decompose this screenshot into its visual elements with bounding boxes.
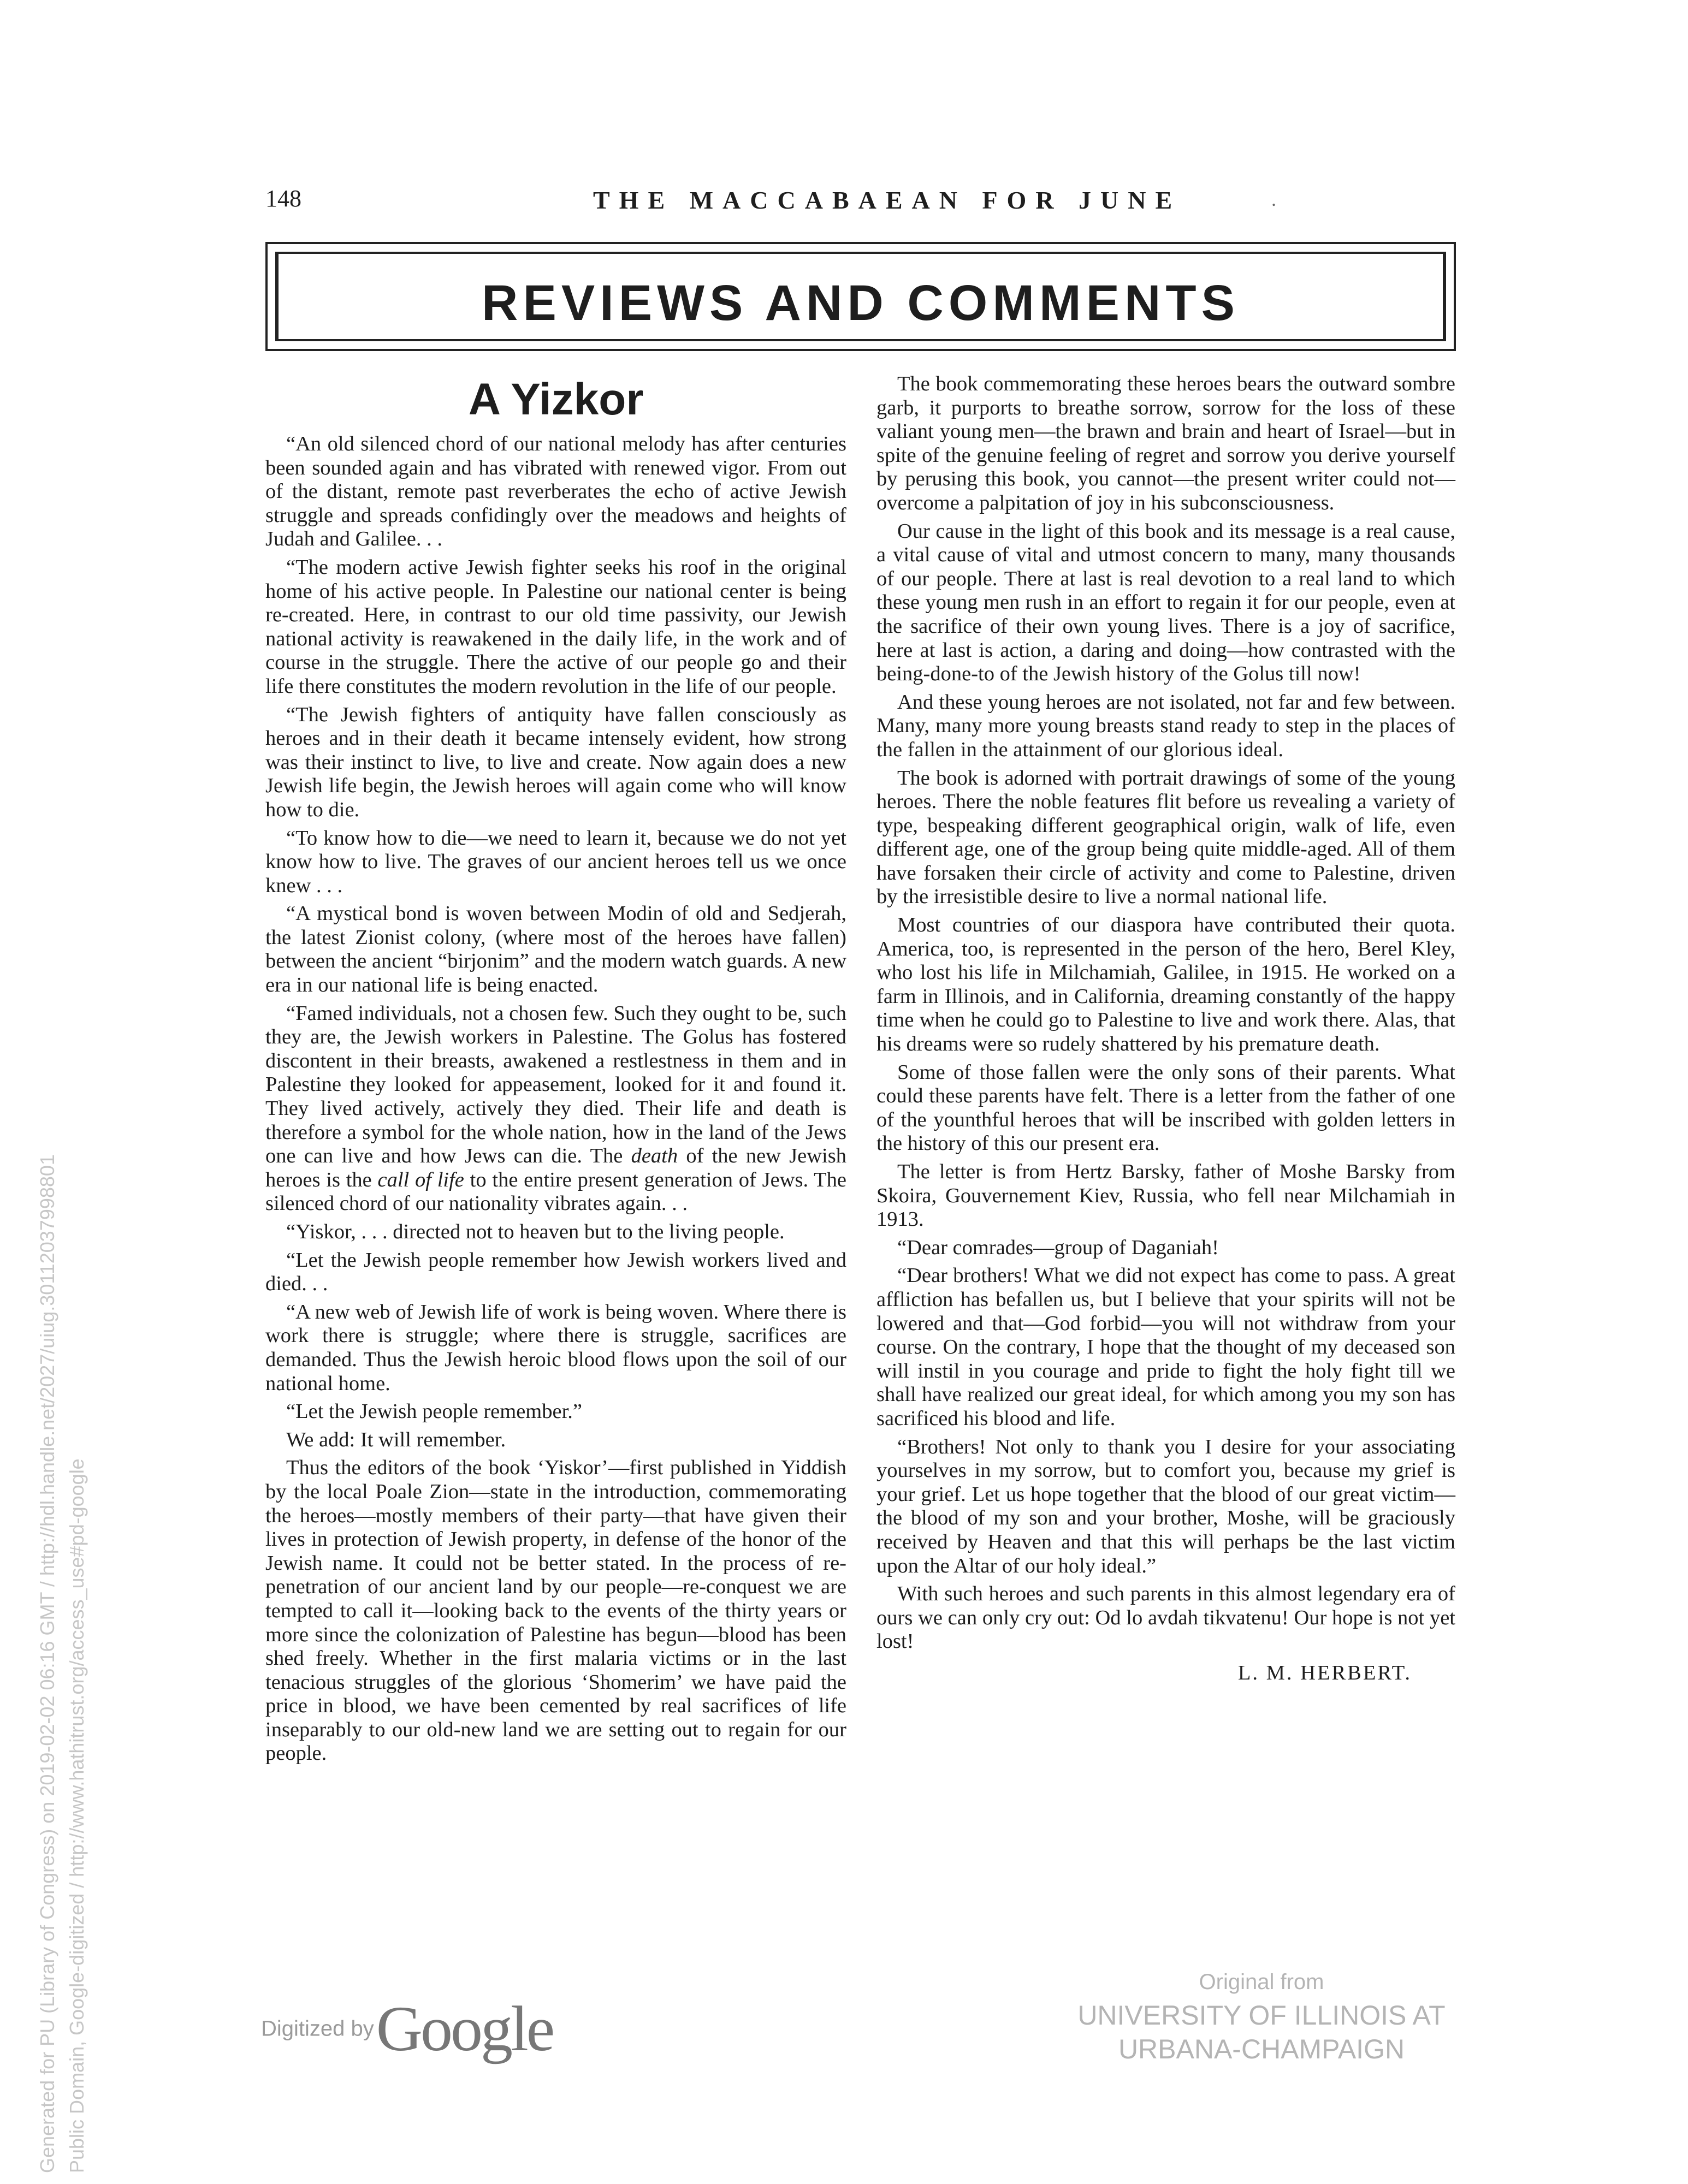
left-column [265,372,846,1770]
sidebar-line: Public Domain, Google-digitized / http://www.hathitrust.org/access_use#pd-google [66,1458,88,2173]
text-run: “Famed individuals, not a chosen few. Such they ought to be, such they are, the Jewish workers in Palestine. The Golus has fostered discontent in their breasts, awakened a restlestness in them and in Palestine they looked for appeasement, looked for it and found it. They lived actively, actively they died. Their life and death is therefore a symbol for the whole nation, how in the land of the Jews one can live and how Jews can die. The [265,1001,846,1168]
hathitrust-sidebar-watermark [33,753,92,2173]
paragraph: We add: It will remember. [286,1428,506,1451]
institution-location: URBANA-CHAMPAIGN [1118,2034,1405,2064]
right-column [876,372,1455,1685]
paragraph: “Let the Jewish people remember.” [286,1400,582,1423]
original-from-watermark [1049,1966,1474,2066]
paragraph: The book is adorned with portrait drawings of some of the young heroes. There the noble features flit before us revealing a variety of type, bespeaking different geographical origin, walk of life, even different age, one of the group being quite middle-aged. All of them have forsaken their circle of activity and come to Palestine, driven by the irresistible desire to live a normal national life. [876,766,1455,909]
paragraph: Our cause in the light of this book and its message is a real cause, a vital cause of vital and utmost concern to many, many thousands of our people. There at last is real devotion to a real land to which these young men rush in an effort to regain it for our people, even at the sacrifice of their own young lives. There is a joy of sacrifice, here at last is action, a daring and doing—how contrasted with the being-done-to of the Jewish history of the Golus till now! [876,519,1455,686]
section-title: REVIEWS AND COMMENTS [482,275,1240,331]
paragraph: “The modern active Jewish fighter seeks his roof in the original home of his active people. In Palestine our national center is being re-created. Here, in contrast to our old time passivity, our Jewish national activity is reawakened in the daily life, in the work and of course in the struggle. There the active of our people go and their life there constitutes the modern revolution in the life of our people. [265,555,846,698]
digitized-by-watermark [261,1992,553,2064]
paragraph: “An old silenced chord of our national melody has after centuries been sounded again and has vibrated with renewed vigor. From out of the distant, remote past reverberates the echo of active Jewish struggle and spreads confidingly over the meadows and heights of Judah and Galilee. . . [265,432,846,551]
author-signature: L. M. HERBERT. [1237,1661,1412,1684]
paragraph: With such heroes and such parents in this almost legendary era of ours we can only cry out: Od lo avdah tikvatenu! Our hope is not yet lost! [876,1582,1455,1653]
paragraph: Some of those fallen were the only sons of their parents. What could these parents have felt. There is a letter from the father of one of the younthful heroes that will be inscribed with golden letters in the history of this our present era. [876,1060,1455,1155]
paragraph: The letter is from Hertz Barsky, father of Moshe Barsky from Skoira, Gouvernement Kiev, Russia, who fell near Milchamiah in 1913. [876,1160,1455,1231]
text-run: to the [464,1168,518,1191]
digitized-by-label: Digitized by [261,2016,374,2041]
article-title: A Yizkor [468,375,644,424]
running-title: THE MACCABAEAN FOR JUNE [593,186,1182,214]
paragraph: “Dear comrades—group of Daganiah! [897,1236,1219,1259]
paragraph-with-italics [265,1002,846,1216]
paragraph: The book commemorating these heroes bears the outward sombre garb, it purports to breathe sorrow, sorrow for the loss of these valiant young men—the brawn and brain and heart of Israel—but in spite of the genuine feeling of regret and sorrow you derive yourself by perusing this book, you cannot—the present writer could not—overcome a palpitation of joy in his subconsciousness. [876,372,1455,514]
paragraph: And these young heroes are not isolated, not far and few between. Many, many more young breasts stand ready to step in the places of the fallen in the attainment of our glorious ideal. [876,690,1455,761]
paragraph: “A mystical bond is woven between Modin of old and Sedjerah, the latest Zionist colony, (where most of the heroes have fallen) between the ancient “birjonim” and the modern watch guards. A new era in our national life is being enacted. [265,902,846,997]
paragraph: “To know how to die—we need to learn it, because we do not yet know how to live. The graves of our ancient heroes tell us we once knew . . . [265,826,846,897]
section-banner [265,242,1456,351]
original-from-label: Original from [1199,1970,1324,1994]
italic-phrase: call of life [377,1168,464,1191]
running-header [265,185,1276,223]
text-run: entire present generation of Jews. The silenced chord of our nationality vibrates again. . . [265,1168,847,1215]
text-run: of the new Jewish heroes is the [265,1144,846,1191]
paragraph: “Brothers! Not only to thank you I desire for your associating yourselves in my sorrow, but to comfort you, because my grief is your grief. Let us hope together that the blood of our great victim—the blood of my son and your brother, Moshe, will be graciously received by Heaven and that this will perhaps be the last victim upon the Altar of our holy ideal.” [876,1435,1455,1577]
stray-mark: . [1271,188,1276,210]
sidebar-line: Generated for PU (Library of Congress) on 2019-02-02 06:16 GMT / http://hdl.handle.net/2027/uiug.30112037998801 [36,1154,58,2173]
paragraph: “A new web of Jewish life of work is being woven. Where there is work there is struggle; where there is struggle, sacrifices are demanded. Thus the Jewish heroic blood flows upon the soil of our national home. [265,1300,846,1395]
paragraph: “Yiskor, . . . directed not to heaven but to the living people. [286,1220,785,1243]
paragraph: “Dear brothers! What we did not expect has come to pass. A great affliction has befallen us, but I believe that your spirits will not be lowered and that—God forbid—you will not withdraw from your course. On the contrary, I hope that the thought of my deceased son will instil in you courage and pride to fight the holy fight till we shall have realized our great ideal, for which among you my son has sacrificed his blood and life. [876,1264,1455,1430]
institution-name: UNIVERSITY OF ILLINOIS AT [1077,2000,1446,2031]
paragraph: “Let the Jewish people remember how Jewish workers lived and died. . . [265,1248,846,1296]
paragraph: “The Jewish fighters of antiquity have fallen consciously as heroes and in their death it became intensely evident, how strong was their instinct to live, to live and create. Now again does a new Jewish life begin, the Jewish heroes will again come who will know how to die. [265,703,846,821]
google-logo: Google [376,1993,553,2064]
page-number: 148 [265,185,301,212]
banner-inner-frame [275,252,1446,341]
paragraph: Thus the editors of the book ‘Yiskor’—first published in Yiddish by the local Poale Zion—state in the introduction, commemorating the heroes—mostly members of their party—that have given their lives in protection of Jewish property, in defense of the honor of the Jewish name. It could not be better stated. In the process of re-penetration of our ancient land by our people—re-conquest we are tempted to call it—looking back to the events of the thirty years or more since the colonization of Palestine has begun—blood has been shed freely. Whether in the first malaria victims or in the last tenacious struggles of the glorious ‘Shomerim’ we have paid the price in blood, we have been cemented by real sacrifices of life inseparably to our old-new land we are setting out to regain for our people. [265,1456,846,1765]
italic-word: death [631,1144,678,1168]
paragraph: Most countries of our diaspora have contributed their quota. America, too, is represented in the person of the hero, Berel Kley, who lost his life in Milchamiah, Galilee, in 1915. He worked on a farm in Illinois, and in California, dreaming constantly of the happy time when he could go to Palestine to live and work there. Alas, that his dreams were so rudely shattered by his premature death. [876,913,1455,1056]
